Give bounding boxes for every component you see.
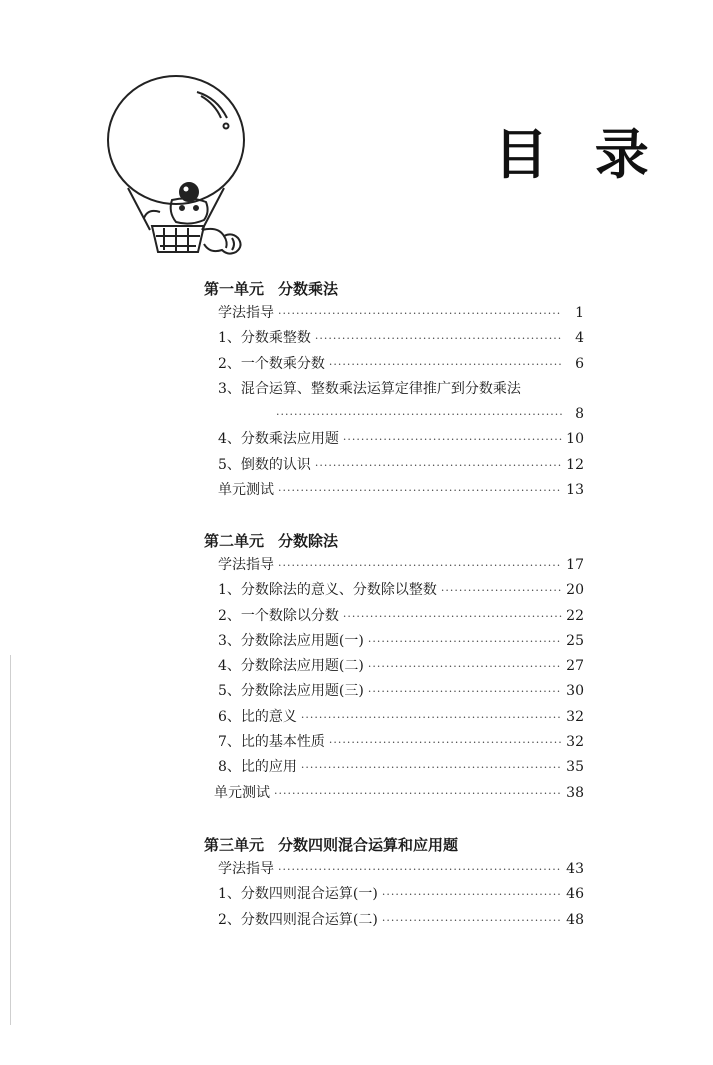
toc-entry[interactable]	[204, 453, 584, 478]
toc-entry-label: 学法指导	[218, 557, 274, 573]
toc-page-number: 25	[566, 632, 584, 649]
toc-page-number: 10	[566, 431, 584, 448]
leader-dots	[315, 326, 562, 351]
toc-entry[interactable]	[204, 857, 584, 882]
toc-entry[interactable]	[204, 679, 584, 704]
leader-dots	[368, 629, 562, 654]
page-edge-line	[10, 655, 11, 1025]
leader-dots	[315, 453, 562, 478]
page-title: 目 录	[494, 123, 663, 186]
leader-dots	[278, 857, 562, 882]
toc-page-number: 32	[566, 734, 584, 751]
toc-page-number: 46	[566, 886, 584, 903]
toc-entry-label: 单元测试	[218, 482, 274, 499]
toc-page-number: 32	[566, 708, 584, 725]
toc-page-number: 8	[575, 406, 584, 423]
toc-entry-label: 2、分数四则混合运算(二)	[218, 911, 378, 928]
toc-entry-label: 7、比的基本性质	[218, 734, 325, 751]
toc-page-number: 48	[566, 911, 584, 928]
toc-entry[interactable]	[204, 781, 584, 806]
toc-page-number: 13	[566, 482, 584, 499]
unit-number: 第二单元	[204, 532, 265, 550]
unit-section-1	[204, 277, 584, 503]
toc-page-number: 1	[575, 305, 584, 321]
toc-entry-label: 学法指导	[218, 861, 274, 877]
toc-page-number: 43	[566, 861, 584, 877]
leader-dots	[368, 679, 562, 704]
toc-page-number: 4	[575, 330, 584, 347]
leader-dots	[278, 478, 562, 503]
toc-entry-label: 2、一个数除以分数	[218, 607, 339, 624]
toc-entry-label: 1、分数除法的意义、分数除以整数	[218, 582, 437, 599]
toc-entry[interactable]	[204, 604, 584, 629]
toc-entry-label: 3、混合运算、整数乘法运算定律推广到分数乘法	[218, 380, 521, 397]
toc-entry[interactable]	[204, 427, 584, 452]
toc-entry-label: 6、比的意义	[218, 708, 297, 725]
toc-entry-label: 4、分数乘法应用题	[218, 431, 339, 448]
unit-subject: 分数四则混合运算和应用题	[278, 836, 459, 854]
leader-dots	[368, 654, 562, 679]
leader-dots	[278, 553, 562, 578]
toc-entry[interactable]	[204, 377, 584, 402]
leader-dots	[382, 882, 562, 907]
leader-dots	[343, 604, 562, 629]
leader-dots	[329, 730, 562, 755]
unit-number: 第一单元	[204, 280, 265, 298]
toc-page-number: 30	[566, 683, 584, 700]
unit-section-3	[204, 833, 584, 933]
toc-entry-label: 2、一个数乘分数	[218, 355, 325, 372]
toc-entry-continuation[interactable]	[204, 402, 584, 427]
unit-section-2	[204, 529, 584, 806]
leader-dots	[441, 578, 562, 603]
leader-dots	[343, 427, 562, 452]
toc-entry-label: 8、比的应用	[218, 759, 297, 776]
toc-page-number: 38	[566, 784, 584, 801]
toc-entry[interactable]	[204, 478, 584, 503]
hot-air-balloon-illustration	[98, 70, 258, 270]
toc-entry[interactable]	[204, 326, 584, 351]
toc-entry[interactable]	[204, 654, 584, 679]
toc-page-number: 20	[566, 582, 584, 599]
toc-page-number: 12	[566, 456, 584, 473]
unit-heading	[204, 277, 584, 301]
unit-heading	[204, 529, 584, 553]
leader-dots	[382, 908, 562, 933]
toc-page-number: 35	[566, 759, 584, 776]
leader-dots	[301, 755, 562, 780]
toc-entry-label: 1、分数四则混合运算(一)	[218, 886, 378, 903]
leader-dots	[301, 705, 562, 730]
toc-entry[interactable]	[204, 882, 584, 907]
toc-entry-label: 5、分数除法应用题(三)	[218, 683, 364, 700]
toc-entry[interactable]	[204, 705, 584, 730]
toc-entry[interactable]	[204, 755, 584, 780]
leader-dots	[274, 781, 562, 806]
toc-entry[interactable]	[204, 553, 584, 578]
toc-entry[interactable]	[204, 730, 584, 755]
unit-heading	[204, 833, 584, 857]
toc-entry[interactable]	[204, 352, 584, 377]
leader-dots	[276, 402, 562, 427]
toc-page-number: 27	[566, 658, 584, 675]
leader-dots	[278, 301, 562, 326]
toc-page-number: 22	[566, 607, 584, 624]
unit-subject: 分数乘法	[278, 280, 339, 298]
toc-entry-label: 3、分数除法应用题(一)	[218, 632, 364, 649]
toc-entry-label: 5、倒数的认识	[218, 456, 311, 473]
toc-page-number: 17	[566, 557, 584, 573]
unit-subject: 分数除法	[278, 532, 339, 550]
toc-page-number: 6	[575, 355, 584, 372]
toc-entry[interactable]	[204, 578, 584, 603]
toc-entry[interactable]	[204, 629, 584, 654]
toc-entry[interactable]	[204, 301, 584, 326]
toc-entry[interactable]	[204, 908, 584, 933]
leader-dots	[329, 352, 562, 377]
unit-number: 第三单元	[204, 836, 265, 854]
toc-entry-label: 单元测试	[214, 784, 270, 801]
toc-entry-label: 1、分数乘整数	[218, 330, 311, 347]
toc-entry-label: 学法指导	[218, 305, 274, 321]
toc-entry-label: 4、分数除法应用题(二)	[218, 658, 364, 675]
